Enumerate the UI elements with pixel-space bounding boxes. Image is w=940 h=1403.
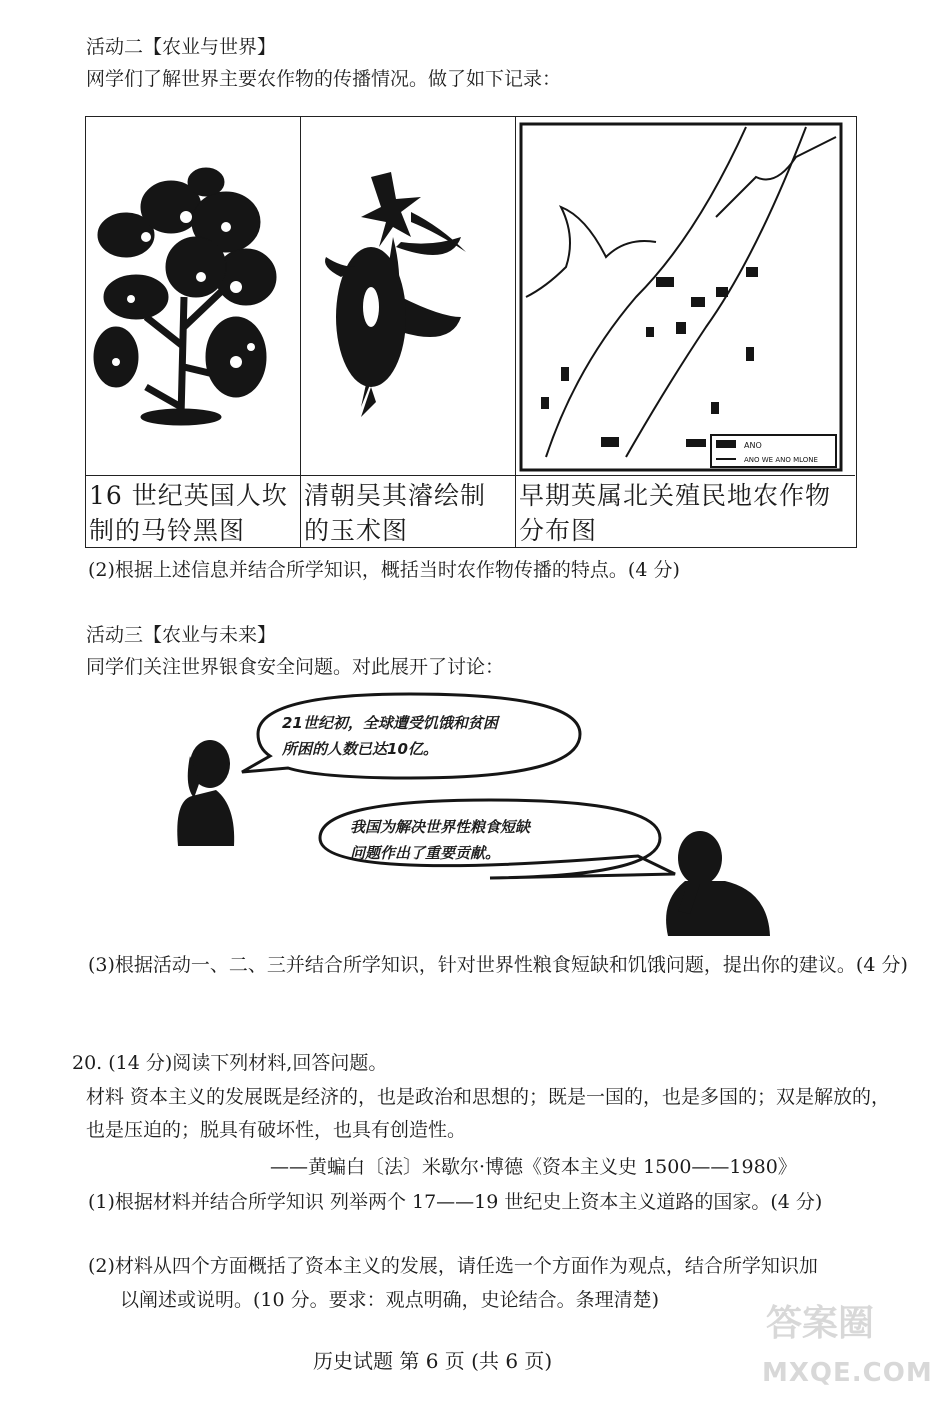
caption-corn: 清朝吴其濬绘制 的玉术图 bbox=[301, 475, 515, 547]
top-speech-bubble: 21世纪初，全球遭受饥饿和贫困 所困的人数已达10亿。 bbox=[282, 714, 498, 758]
corn-illustration bbox=[301, 117, 515, 473]
question-20-1: (1)根据材料并结合所学知识 列举两个 17——19 世纪史上资本主义道路的国家。(4 分) bbox=[88, 1191, 823, 1213]
potato-illustration bbox=[86, 117, 300, 473]
discussion-illustration bbox=[170, 686, 780, 942]
girl-silhouette bbox=[177, 740, 234, 846]
caption-map: 早期英属北关殖民地农作物 分布图 bbox=[516, 475, 855, 547]
activity3-heading: 活动三【农业与未来】 bbox=[86, 624, 277, 646]
table-cell-potato bbox=[86, 117, 300, 547]
table-cell-corn bbox=[300, 117, 515, 547]
question-20-header: 20. (14 分)阅读下列材料,回答问题。 bbox=[72, 1052, 388, 1074]
question-20-2-line-1: (2)材料从四个方面概括了资本主义的发展，请任选一个方面作为观点，结合所学知识加 bbox=[88, 1255, 818, 1277]
caption-potato: 16 世纪英国人坎 制的马铃黑图 bbox=[86, 475, 300, 547]
material-source: ——黄蝙白〔法〕米歇尔·博德《资本主义史 1500——1980》 bbox=[270, 1156, 797, 1178]
map-legend-item-2: ANO WE ANO MLONE bbox=[744, 456, 818, 464]
watermark-logo: 答案圈 bbox=[766, 1303, 875, 1344]
bottom-speech-bubble: 我国为解决世界性粮食短缺 问题作出了重要贡献。 bbox=[350, 818, 531, 862]
question-20-material: 材料 资本主义的发展既是经济的，也是政治和思想的；既是一国的，也是多国的；双是解放的，也是压迫的；脱具有破坏性，也具有创造性。 bbox=[86, 1086, 891, 1141]
table-cell-map bbox=[515, 117, 855, 547]
question-3: (3)根据活动一、二、三并结合所学知识，针对世界性粮食短缺和饥饿问题，提出你的建议。(4 分) bbox=[88, 954, 908, 976]
crop-image-table bbox=[85, 116, 857, 548]
activity2-intro: 网学们了解世界主要农作物的传播情况。做了如下记录： bbox=[86, 68, 562, 90]
question-20-2-line-2: 以阐述或说明。(10 分。要求：观点明确，史论结合。条理清楚) bbox=[120, 1289, 660, 1311]
activity2-heading: 活动二【农业与世界】 bbox=[86, 36, 277, 58]
colonial-crop-map bbox=[516, 117, 855, 473]
boy-silhouette bbox=[666, 831, 770, 936]
watermark-url: MXQE.COM bbox=[762, 1358, 933, 1388]
map-legend-item-1: ANO bbox=[744, 441, 762, 450]
question-2: (2)根据上述信息并结合所学知识，概括当时农作物传播的特点。(4 分) bbox=[88, 559, 680, 581]
page-footer: 历史试题 第 6 页 (共 6 页) bbox=[313, 1349, 553, 1373]
activity3-intro: 同学们关注世界银食安全问题。对此展开了讨论： bbox=[86, 656, 505, 678]
